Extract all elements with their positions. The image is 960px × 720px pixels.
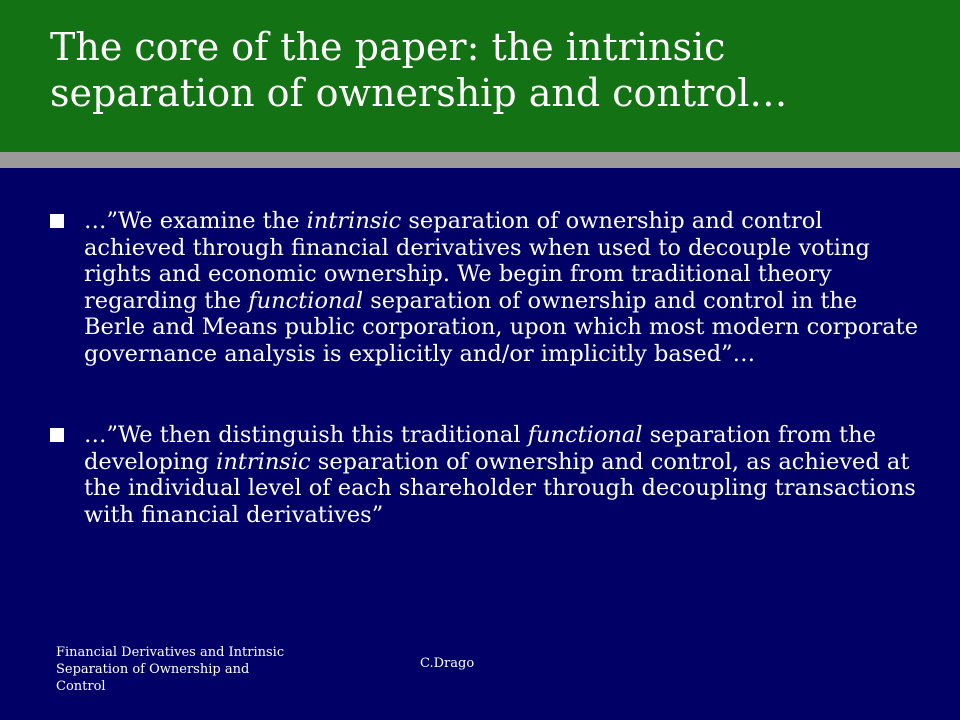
footer-author: C.Drago <box>420 656 475 671</box>
square-bullet-icon <box>50 214 64 228</box>
slide-title: The core of the paper: the intrinsic separation of ownership and control… <box>50 25 788 115</box>
bullet-text-part: …”We examine the <box>84 208 307 234</box>
bullet-text <box>84 422 920 528</box>
bullet-text <box>84 208 920 367</box>
divider-strip <box>0 152 960 168</box>
bullet-text-part: separation of ownership and control achieved through financial derivatives when used to decouple voting rights and economic ownership. We begin from traditional theory regarding the <box>84 208 870 314</box>
bullet-text-part: separation from the developing <box>84 422 876 475</box>
bullet-emphasis: intrinsic <box>306 208 402 234</box>
bullet-emphasis: functional <box>248 287 364 314</box>
bullet-text-part: separation of ownership and control, as achieved at the individual level of each shareholder through decoupling transactions with financial derivatives” <box>84 448 916 528</box>
bullet-text-part: separation of ownership and control in the Berle and Means public corporation, upon which most modern corporate governance analysis is explicitly and/or implicitly based”… <box>84 287 919 367</box>
bullet-emphasis: intrinsic <box>216 448 311 475</box>
square-bullet-icon <box>50 428 64 442</box>
bullet-text-part: …”We then distinguish this traditional <box>84 422 528 448</box>
footer-paper-title: Financial Derivatives and Intrinsic Separation of Ownership and Control <box>56 645 285 694</box>
bullet-emphasis: functional <box>527 422 643 448</box>
title-bar <box>0 0 960 153</box>
